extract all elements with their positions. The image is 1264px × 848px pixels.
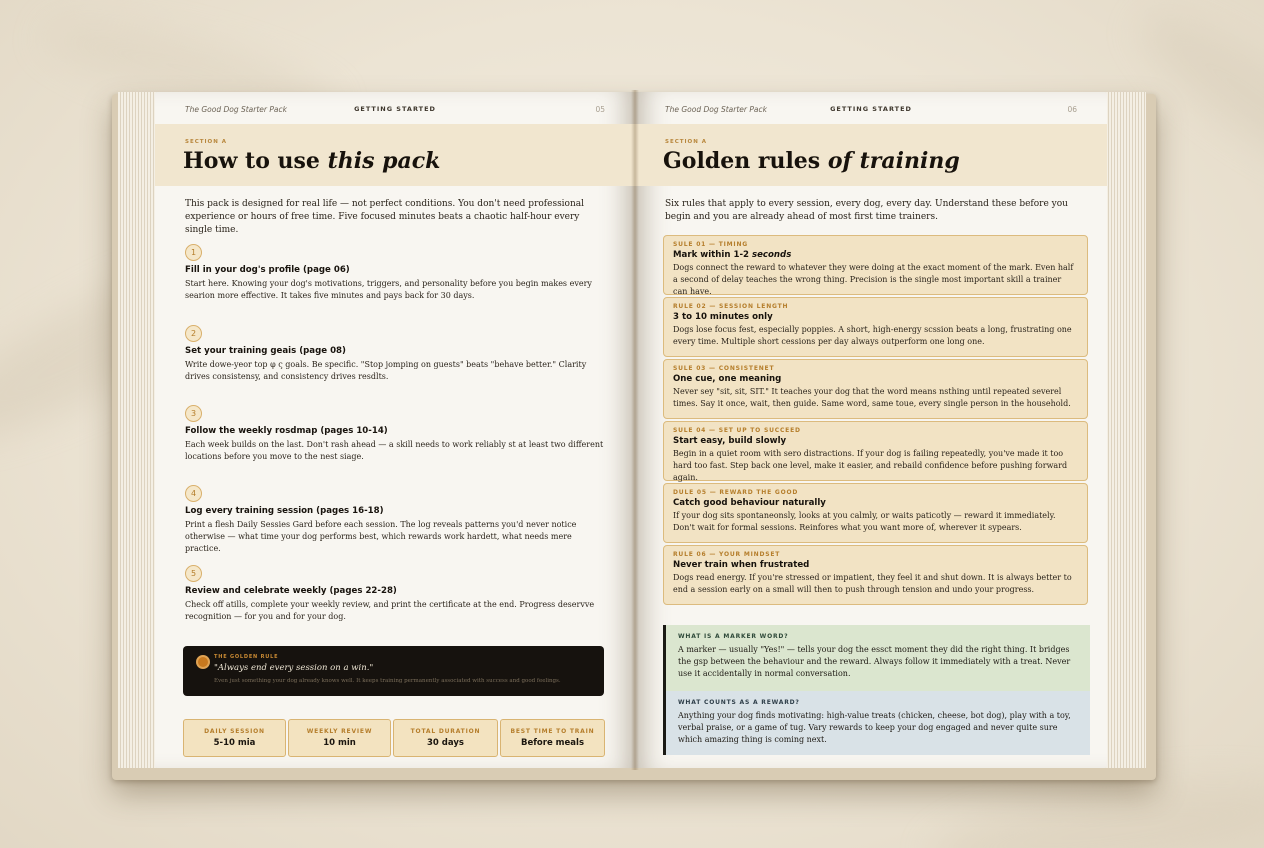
rule-description: Dogs lose focus fest, especially poppies. A short, high-energy scssion beats a long, frustrating one every time. Multiple short cessions per day always outperform one long one. [673,325,1072,346]
step-number: 5 [185,565,202,582]
step-2 [185,325,605,383]
stat-value: 5-10 mia [213,738,256,748]
stat-daily-session [183,719,286,757]
golden-rule-quote: "Always end every session on a win." [214,663,374,673]
rule-title: 3 to 10 minutes only [673,312,773,322]
rule-card-3 [663,359,1088,419]
golden-rule-label: THE GOLDEN RULE [214,654,279,660]
stat-value: 10 min [323,738,356,748]
title-band [155,124,635,186]
stat-label: BEST TIME TO TRAIN [510,728,595,735]
rule-label: DULE 05 — REWARD THE GOOD [673,489,799,496]
rule-card-5 [663,483,1088,543]
rule-title: Start easy, build slowly [673,436,787,446]
step-number: 4 [185,485,202,502]
running-header [185,105,605,119]
running-header [665,105,1077,119]
stat-label: DAILY SESSION [204,728,265,735]
golden-rule-icon [196,655,210,669]
page-title: Golden rules of training [663,148,960,174]
running-section: GETTING STARTED [354,105,436,113]
running-book-title: The Good Dog Starter Pack [665,105,767,114]
rule-description: Never sey "sit, sit, SIT." It teaches your dog that the word means nsthing until repeated severel times. Say it once, wait, then guide. Same word, same toue, every single person in the household. [673,387,1071,408]
step-4 [185,485,605,555]
step-description: Start here. Knowing your dog's motivations, triggers, and personality before you begin makes every searion more effective. It takes five minutes and pays back for 30 days. [185,279,592,300]
callout-reward [663,691,1090,755]
rule-title: One cue, one meaning [673,374,782,384]
callout-text: A marker — usually "Yes!" — tells your dog the essct moment they did the right thing. It bridges the gsp between the behaviour and the reward. Always follow it immediately with a treat. Never use it accidentally in normal conversation. [678,645,1071,678]
step-number: 1 [185,244,202,261]
left-page [155,92,635,768]
running-book-title: The Good Dog Starter Pack [185,105,287,114]
running-section: GETTING STARTED [830,105,912,113]
golden-rule-banner [183,646,604,696]
golden-rule-subtext: Even just something your dog already knows well. It keeps training permanently associated with success and good feelings. [214,678,561,684]
open-book [112,82,1156,780]
step-title: Review and celebrate weekly (pages 22-28) [185,586,397,596]
rule-label: SULE 01 — TIMING [673,241,749,248]
intro-paragraph: This pack is designed for real life — not perfect conditions. You don't need professional experience or hours of free time. Five focused minutes beats a chaotic half-hour every single time. [185,199,585,235]
rule-card-6 [663,545,1088,605]
rule-card-4 [663,421,1088,481]
rule-card-2 [663,297,1088,357]
book-gutter [631,90,639,770]
step-description: Each week builds on the last. Don't rash ahead — a skill needs to work reliably st at least two different locations before you move to the nest siage. [185,440,604,461]
stat-value: 30 days [427,738,464,748]
rule-label: SULE 04 — SET UP TO SUCCEED [673,427,801,434]
stat-weekly-review [288,719,391,757]
stat-best-time [500,719,605,757]
stat-value: Before meals [520,738,585,748]
callout-label: WHAT IS A MARKER WORD? [678,633,789,640]
section-kicker: SECTION A [665,139,708,145]
rule-title: Never train when frustrated [673,560,810,570]
callout-label: WHAT COUNTS AS A REWARD? [678,699,800,706]
step-number: 2 [185,325,202,342]
step-number: 3 [185,405,202,422]
stat-label: WEEKLY REVIEW [306,728,373,735]
page-stack-right [1102,92,1146,768]
rule-label: RULE 02 — SESSION LENGTH [673,303,789,310]
page-title: How to use this pack [183,148,441,174]
step-title: Log every training session (pages 16-18) [185,506,384,516]
step-description: Print a flesh Daily Sessies Gard before each session. The log reveals patterns you'd never notice otherwise — what time your dog performs best, which rewards work hardett, what needs mere practice. [185,520,577,553]
rule-label: SULE 03 — CONSISTENET [673,365,775,372]
page-number: 05 [595,105,605,114]
title-band [635,124,1107,186]
stat-total-duration [393,719,498,757]
rule-description: Begin in a quiet room with sero distractions. If your dog is failing repeatedly, you've made it too hard too fast. Step back one level, make it easier, and rebaild confidence before pushing forward again. [673,449,1068,482]
stat-label: TOTAL DURATION [410,728,481,735]
rule-label: RULE 06 — YOUR MINDSET [673,551,781,558]
step-title: Set your training geais (page 08) [185,346,346,356]
rule-title: Mark within 1-2 seconds [673,250,792,260]
section-kicker: SECTION A [185,139,228,145]
step-title: Follow the weekly rosdmap (pages 10-14) [185,426,388,436]
step-1 [185,244,605,302]
page-number: 06 [1067,105,1077,114]
rule-description: If your dog sits spontaneonsly, looks at you calmly, or waits paticotly — reward it immediately. Don't wait for formal sessions. Reinfores what you want more of, wherever it sypears. [673,511,1056,532]
rule-title: Catch good behaviour naturally [673,498,826,508]
callout-marker-word [663,625,1090,691]
step-description: Write dowe-yeor top φ ς goals. Be specific. "Stop jomping on guests" beats "behave better." Clarity drives consistensy, and consistency drives resdlts. [185,360,587,381]
stats-row [183,719,605,757]
rule-description: Dogs read energy. If you're stressed or impatient, they feel it and shut down. It is always better to end a session early on a small will then to push through tension and undo your progress. [673,573,1072,594]
step-title: Fill in your dog's profile (page 06) [185,265,350,275]
right-page [635,92,1107,768]
step-5 [185,565,605,623]
callout-text: Anything your dog finds motivating: high-value treats (chicken, cheese, bot dog), play with a toy, verbal praise, or a game of tug. Vary rewards to keep your dog engaged and never quite sure which amazing thing is coming next. [678,711,1071,744]
intro-paragraph: Six rules that apply to every session, every dog, every day. Understand these before you begin and you are already ahead of most first time trainers. [665,199,1068,222]
step-description: Check off atills, complete your weekly review, and print the certificate at the end. Progress deservve recognition — for you and for your dog. [185,600,595,621]
rule-card-1 [663,235,1088,295]
step-3 [185,405,605,463]
rule-description: Dogs connect the reward to whatever they were doing at the exact moment of the mark. Even half a second of delay teaches the wrong thing. Precision is the single most important skill a trainer can have. [673,263,1074,296]
